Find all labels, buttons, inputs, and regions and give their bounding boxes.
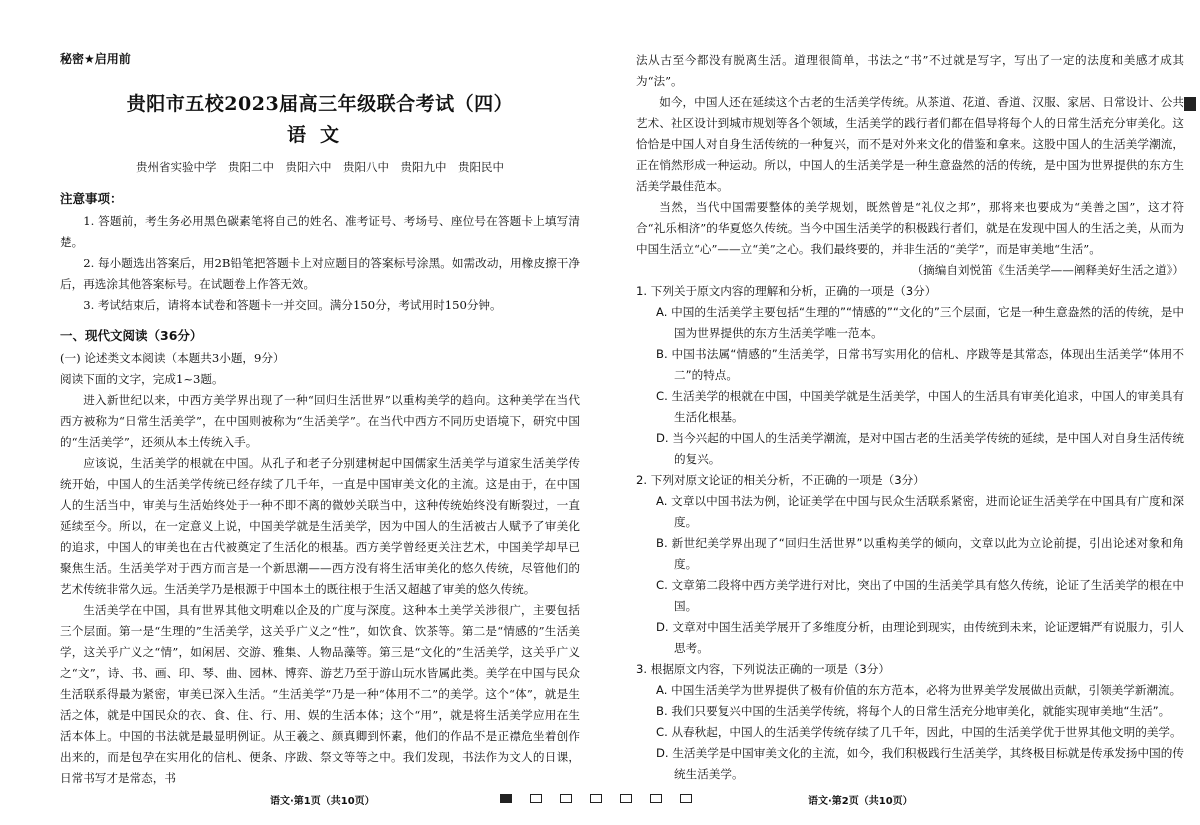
question-option: C. 从春秋起，中国人的生活美学传统存续了几千年，因此，中国的生活美学优于世界其他文明的美学。 [656, 725, 1182, 739]
source-citation: （摘编自刘悦笛《生活美学——阐释美好生活之道》） [911, 263, 1184, 277]
note-item: 1. 答题前，考生务必用黑色碳素笔将自己的姓名、准考证号、考场号、座位号在答题卡上填写清楚。 [60, 214, 580, 249]
question-option: D. 生活美学是中国审美文化的主流，如今，我们积极践行生活美学，其终极目标就是传承发扬中国的传统生活美学。 [656, 746, 1184, 781]
subject-title: 语文 [286, 124, 353, 146]
subsection-title: (一) 论述类文本阅读（本题共3小题，9分） [60, 351, 285, 365]
page-dot[interactable] [590, 794, 602, 803]
page-indicator[interactable] [500, 794, 692, 803]
question-option: D. 当今兴起的中国人的生活美学潮流，是对中国古老的生活美学传统的延续，是中国人对自身生活传统的复兴。 [656, 431, 1184, 466]
exam-title: 贵阳市五校2023届高三年级联合考试（四） [126, 93, 514, 115]
question-stem: 1. 下列关于原文内容的理解和分析，正确的一项是（3分） [636, 284, 937, 298]
question-option: B. 中国书法属“情感的”生活美学，日常书写实用化的信札、序跋等是其常态，体现出生活美学“体用不二”的特点。 [656, 347, 1184, 382]
question-option: A. 中国生活美学为世界提供了极有价值的东方范本，必将为世界美学发展做出贡献，引领美学新潮流。 [656, 683, 1182, 697]
page-2 [600, 0, 1200, 825]
page-2-column [636, 50, 1184, 785]
section-title: 一、现代文阅读（36分） [60, 328, 203, 343]
page-footer: 语文·第2页（共10页） [808, 796, 913, 807]
page-dot[interactable] [500, 794, 512, 803]
note-item: 2. 每小题选出答案后，用2B铅笔把答题卡上对应题目的答案标号涂黑。如需改动，用橡皮擦干净后，再选涂其他答案标号。在试题卷上作答无效。 [60, 256, 580, 291]
page-1-column [60, 50, 580, 789]
passage-paragraph: 法从古至今都没有脱离生活。道理很简单，书法之“书”不过就是写字，写出了一定的法度和美感才成其为“法”。 [636, 53, 1184, 88]
question-option: B. 我们只要复兴中国的生活美学传统，将每个人的日常生活充分地审美化，就能实现审美地“生活”。 [656, 704, 1171, 718]
reading-instruction: 阅读下面的文字，完成1~3题。 [60, 372, 224, 386]
page-dot[interactable] [620, 794, 632, 803]
page-footer: 语文·第1页（共10页） [270, 796, 375, 807]
question-option: C. 生活美学的根就在中国，中国美学就是生活美学，中国人的生活具有审美化追求，中国人的审美具有生活化根基。 [656, 389, 1184, 424]
page-dot[interactable] [650, 794, 662, 803]
passage-paragraph: 生活美学在中国，具有世界其他文明难以企及的广度与深度。这种本土美学关涉很广，主要包括三个层面。第一是“生理的”生活美学，这关乎广义之“性”，如饮食、饮茶等。第二是“情感的”生活美学，这关乎广义之“情”，如闲居、交游、雅集、人物品藻等。第三是“文化的”生活美学，这关乎广义之“文”，诗、书、画、印、琴、曲、园林、博弈、游艺乃至于游山玩水皆属此类。美学在中国与民众生活联系得最为紧密，审美已深入生活。“生活美学”乃是一种“体用不二”的美学。这个“体”，就是生活之体，就是中国民众的衣、食、住、行、用、娱的生活本体；这个“用”，就是将生活美学应用在生活本体上。中国的书法就是最显明例证。从王羲之、颜真卿到怀素，他们的作品不是正襟危坐着创作出来的，而是包孕在实用化的信札、便条、序跋、祭文等等之中。我们发现，书法作为文人的日课，日常书写才是常态，书 [60, 603, 580, 785]
question-option: B. 新世纪美学界出现了“回归生活世界”以重构美学的倾向，文章以此为立论前提，引出论述对象和角度。 [656, 536, 1184, 571]
school-list: 贵州省实验中学 贵阳二中 贵阳六中 贵阳八中 贵阳九中 贵阳民中 [136, 160, 504, 174]
secret-label: 秘密★启用前 [60, 52, 131, 66]
question-option: D. 文章对中国生活美学展开了多维度分析，由理论到现实，由传统到未来，论证逻辑严有说服力，引人思考。 [656, 620, 1184, 655]
question-option: C. 文章第二段将中西方美学进行对比，突出了中国的生活美学具有悠久传统，论证了生活美学的根在中国。 [656, 578, 1184, 613]
page-dot[interactable] [530, 794, 542, 803]
notes-title: 注意事项： [60, 191, 123, 206]
question-option: A. 文章以中国书法为例，论证美学在中国与民众生活联系紧密，进而论证生活美学在中国具有广度和深度。 [656, 494, 1184, 529]
question-stem: 2. 下列对原文论证的相关分析，不正确的一项是（3分） [636, 473, 925, 487]
passage-paragraph: 进入新世纪以来，中西方美学界出现了一种“回归生活世界”以重构美学的趋向。这种美学在当代西方被称为“日常生活美学”，在中国则被称为“生活美学”。在当代中西方不同历史语境下，研究中国的“生活美学”，还须从本土传统入手。 [60, 393, 580, 449]
side-marker [1184, 97, 1196, 111]
page-dot[interactable] [560, 794, 572, 803]
note-item: 3. 考试结束后，请将本试卷和答题卡一并交回。满分150分，考试用时150分钟。 [83, 298, 502, 312]
passage-paragraph: 当然，当代中国需要整体的美学规划，既然曾是“礼仪之邦”，那将来也要成为“美善之国”，这才符合“礼乐相济”的华夏悠久传统。当今中国生活美学的积极践行者们，就是在发现中国人的生活之美，从而为中国生活立“心”——立“美”之心。我们最终要的，并非生活的“美学”，而是审美地“生活”。 [636, 200, 1184, 256]
passage-paragraph: 如今，中国人还在延续这个古老的生活美学传统。从茶道、花道、香道、汉服、家居、日常设计、公共艺术、社区设计到城市规划等各个领域，生活美学的践行者们都在倡导将每个人的日常生活充分审美化。这恰恰是中国人对自身生活传统的一种复兴，而不是对外来文化的借鉴和拿来。这股中国人的生活美学潮流，正在悄然形成一种运动。所以，中国人的生活美学是一种生意盎然的活的传统，是中国为世界提供的东方生活美学最佳范本。 [636, 95, 1184, 193]
passage-paragraph: 应该说，生活美学的根就在中国。从孔子和老子分别建树起中国儒家生活美学与道家生活美学传统开始，中国人的生活美学传统已经存续了几千年，一直是中国审美文化的主流。这是由于，在中国人的生活当中，审美与生活始终处于一种不即不离的微妙关联当中，这种传统始终没有断裂过，一直延续至今。所以，在一定意义上说，中国美学就是生活美学，因为中国人的生活被古人赋予了审美化的追求，中国人的审美也在古代被奠定了生活化的根基。西方美学曾经更关注艺术，中国美学却早已聚焦生活。生活美学对于西方而言是一个新思潮——西方没有将生活审美化的悠久传统，尽管他们的艺术传统非常久远。生活美学乃是根源于中国本土的既往根于生活又超越了审美的悠久传统。 [60, 456, 580, 596]
question-stem: 3. 根据原文内容，下列说法正确的一项是（3分） [636, 662, 890, 676]
page-dot[interactable] [680, 794, 692, 803]
question-option: A. 中国的生活美学主要包括“生理的”“情感的”“文化的”三个层面，它是一种生意盎然的活的传统，是中国为世界提供的东方生活美学唯一范本。 [656, 305, 1184, 340]
